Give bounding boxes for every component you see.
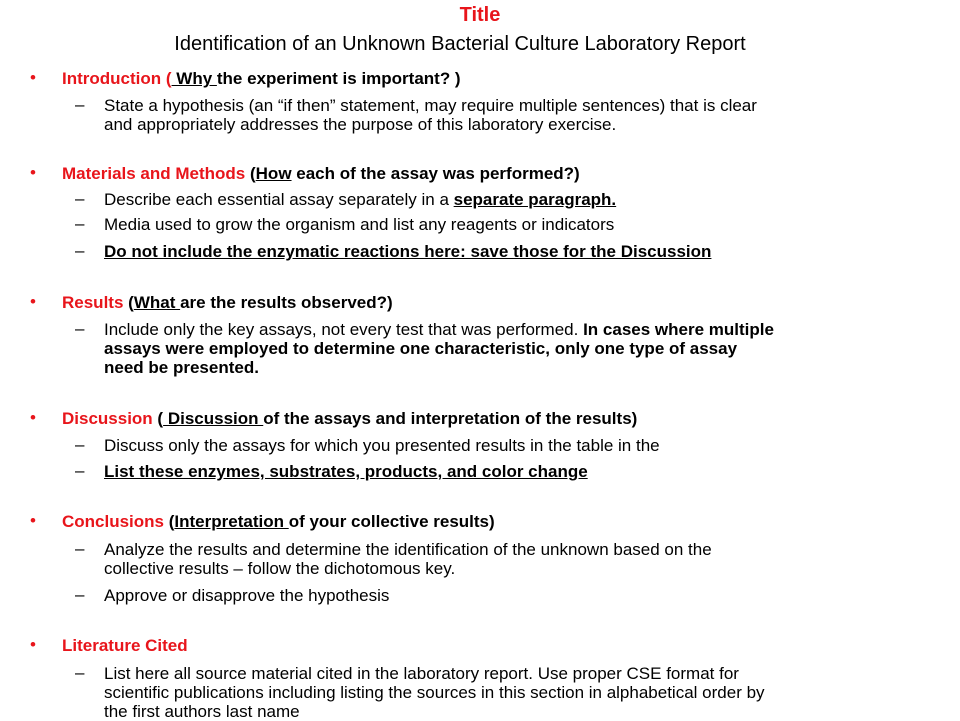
bullet-icon: •	[30, 68, 36, 87]
section-heading-discussion: Discussion ( Discussion of the assays and interpretation of the results)	[62, 409, 638, 428]
bullet-icon: •	[30, 635, 36, 654]
materials-item-1: Describe each essential assay separately in a separate paragraph.	[104, 190, 617, 209]
intro-item-1-line-1: State a hypothesis (an “if then” statement, may require multiple sentences) that is clear	[104, 96, 757, 115]
results-item-1-line-2: assays were employed to determine one characteristic, only one type of assay	[104, 339, 738, 358]
results-item-1-line-3: need be presented.	[104, 358, 259, 377]
dash-icon: –	[75, 319, 85, 338]
section-heading-introduction: Introduction ( Why the experiment is important? )	[62, 69, 461, 88]
literature-item-1-line-2: scientific publications including listing the sources in this section in alphabetical order by	[104, 683, 765, 702]
dash-icon: –	[75, 189, 85, 208]
slide-subtitle: Identification of an Unknown Bacterial Culture Laboratory Report	[174, 33, 746, 55]
literature-item-1-line-3: the first authors last name	[104, 702, 300, 721]
bullet-icon: •	[30, 292, 36, 311]
section-heading-results: Results (What are the results observed?)	[62, 293, 393, 312]
conclusions-item-2: Approve or disapprove the hypothesis	[104, 586, 390, 605]
intro-item-1-line-2: and appropriately addresses the purpose of this laboratory exercise.	[104, 115, 617, 134]
section-heading-conclusions: Conclusions (Interpretation of your collective results)	[62, 512, 495, 531]
materials-item-3: Do not include the enzymatic reactions here: save those for the Discussion	[104, 242, 712, 261]
dash-icon: –	[75, 435, 85, 454]
dash-icon: –	[75, 95, 85, 114]
dash-icon: –	[75, 461, 85, 480]
materials-item-2: Media used to grow the organism and list any reagents or indicators	[104, 215, 615, 234]
dash-icon: –	[75, 539, 85, 558]
literature-item-1-line-1: List here all source material cited in the laboratory report. Use proper CSE format for	[104, 664, 739, 683]
dash-icon: –	[75, 214, 85, 233]
bullet-icon: •	[30, 163, 36, 182]
results-item-1-line-1: Include only the key assays, not every test that was performed. In cases where multiple	[104, 320, 774, 339]
dash-icon: –	[75, 663, 85, 682]
conclusions-item-1-line-2: collective results – follow the dichotomous key.	[104, 559, 456, 578]
discussion-item-2: List these enzymes, substrates, products, and color change	[104, 462, 588, 481]
dash-icon: –	[75, 241, 85, 260]
dash-icon: –	[75, 585, 85, 604]
section-heading-materials: Materials and Methods (How each of the assay was performed?)	[62, 164, 580, 183]
bullet-icon: •	[30, 408, 36, 427]
discussion-item-1: Discuss only the assays for which you presented results in the table in the	[104, 436, 660, 455]
bullet-icon: •	[30, 511, 36, 530]
conclusions-item-1-line-1: Analyze the results and determine the identification of the unknown based on the	[104, 540, 712, 559]
section-heading-literature: Literature Cited	[62, 636, 188, 655]
slide-title: Title	[459, 4, 501, 26]
